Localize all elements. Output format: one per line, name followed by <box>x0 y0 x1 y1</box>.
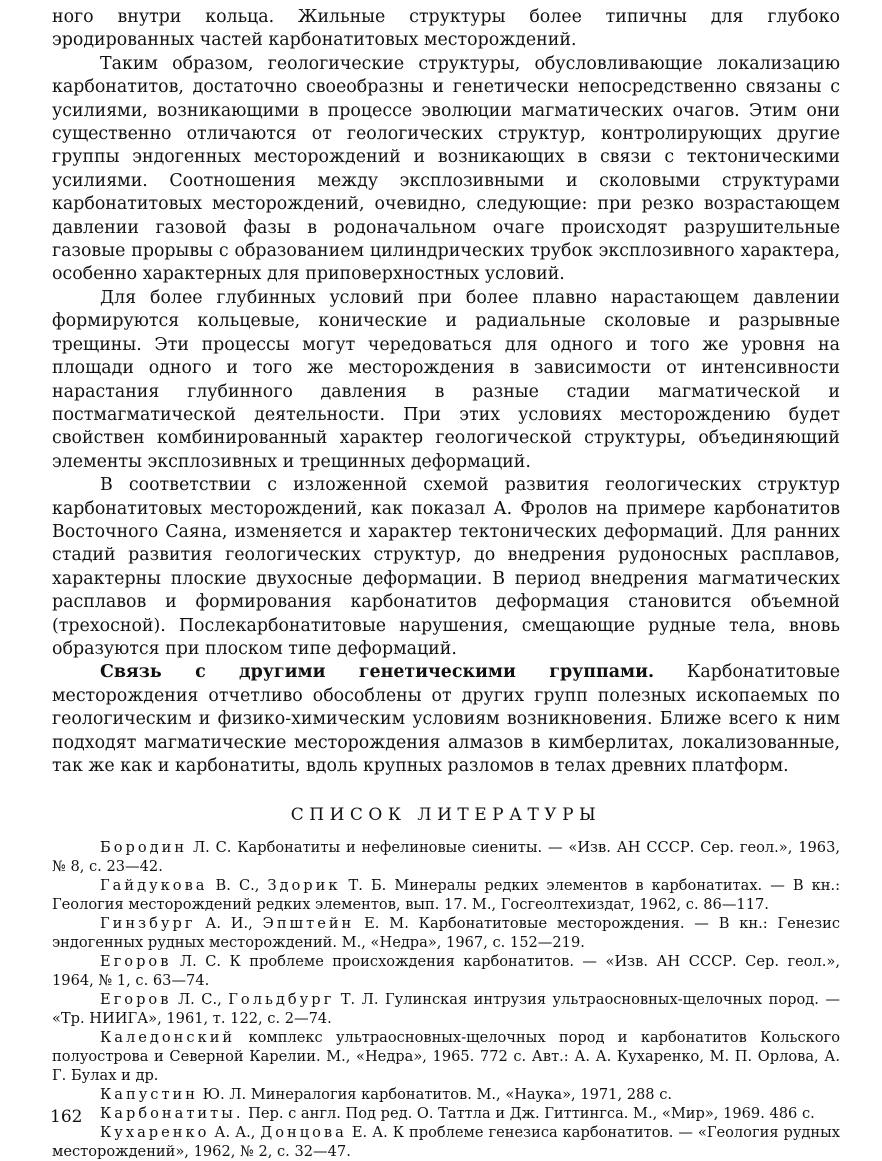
reference-author: Егоров <box>100 991 172 1009</box>
reference-text: комплекс ультраосновных-щелочных пород и карбонатитов Кольского полуострова и Северной Карелии. М., «Недра», 1965. 772 с. Авт.: А. А. Кухаренко, М. П. Орлова, А. Г. Булах и др. <box>52 1029 840 1085</box>
reference-item <box>52 952 840 990</box>
reference-item <box>52 1104 840 1123</box>
reference-text: Л. С., <box>177 991 222 1009</box>
reference-item <box>52 838 840 876</box>
reference-text: В. С., <box>215 877 260 895</box>
reference-item <box>52 876 840 914</box>
reference-text: Ю. Л. Минералогия карбонатитов. М., «Наука», 1971, 288 с. <box>202 1086 673 1104</box>
paragraph-heading: Связь с другими генетическими группами. <box>100 662 655 683</box>
reference-item <box>52 1085 840 1104</box>
reference-author: Гайдукова <box>100 877 208 895</box>
reference-author: Гольдбург <box>228 991 335 1009</box>
references-title: СПИСОК ЛИТЕРАТУРЫ <box>290 805 602 826</box>
reference-item <box>52 1028 840 1085</box>
paragraph-continued: ного внутри кольца. Жильные структуры более типичны для глубоко эродированных частей карбонатитовых месторождений. <box>52 7 840 51</box>
reference-text: А. А., <box>214 1124 256 1142</box>
reference-text: Т. Л. Гулинская интрузия ультраосновных-щелочных пород. — «Тр. НИИГА», 1961, т. 122, с. 2—74. <box>52 991 841 1028</box>
reference-author: Бородин <box>100 839 188 857</box>
paragraph-deformations: В соответствии с изложенной схемой развития геологических структур карбонатитовых месторождений, как показал А. Фролов на примере карбонатитов Восточного Саяна, изменяется и характер тектонических деформаций. Для ранних стадий развития геологических структур, до внедрения рудоносных расплавов, характерны плоские двухосные деформации. В период внедрения магматических расплавов и формирования карбонатитов деформация становится объемной (трехосной). Послекарбонатитовые нарушения, смещающие рудные тела, вновь образуются при плоском типе деформаций. <box>52 475 840 659</box>
reference-text: Л. С. К проблеме происхождения карбонатитов. — «Изв. АН СССР. Сер. геол.», 1964, № 1, с. 63—74. <box>52 953 840 990</box>
reference-item <box>52 914 840 952</box>
paragraph-deep-conditions: Для более глубинных условий при более плавно нарастающем давлении формируются кольцевые, конические и радиальные сколовые и разрывные трещины. Эти процессы могут чередоваться для одного и того же уровня на площади одного и того же месторождения в зависимости от интенсивности нарастания глубинного давления в разные стадии магматической и постмагматической деятельности. При этих условиях месторождению будет свойствен комбинированный характер геологической структуры, объединяющий элементы эксплозивных и трещинных деформаций. <box>52 287 840 472</box>
page-content <box>52 6 840 1161</box>
reference-text: А. И., <box>205 915 253 933</box>
reference-author: Донцова <box>260 1124 347 1142</box>
reference-author: Здорик <box>267 877 341 895</box>
reference-author: Капустин <box>100 1086 199 1104</box>
reference-text: Е. А. К проблеме генезиса карбонатитов. — «Геология рудных месторождений», 1962, № 2, с. 32—47. <box>52 1124 840 1161</box>
reference-author: Егоров <box>100 953 172 971</box>
paragraph-genetic-groups <box>52 661 840 778</box>
reference-item <box>52 1123 840 1161</box>
reference-item <box>52 990 840 1028</box>
reference-author: Эпштейн <box>262 915 355 933</box>
reference-text: Пер. с англ. Под ред. О. Таттла и Дж. Гиттингса. М., «Мир», 1969. 486 с. <box>248 1105 815 1123</box>
reference-author: Кухаренко <box>100 1124 210 1142</box>
paragraph-text: Карбонатитовые месторождения отчетливо обособлены от других групп полезных ископаемых по геологическим и физико-химическим условиям возникновения. Ближе всего к ним подходят магматические месторождения алмазов в кимберлитах, локализованные, так же как и карбонатиты, вдоль крупных разломов в телах древних платформ. <box>52 662 840 776</box>
reference-text: Е. М. Карбонатитовые месторождения. — В кн.: Генезис эндогенных рудных месторождений. М., «Недра», 1967, с. 152—219. <box>52 915 841 952</box>
reference-text: Т. Б. Минералы редких элементов в карбонатитах. — В кн.: Геология месторождений редких элементов, вып. 17. М., Госгеолтехиздат, 1962, с. 86—117. <box>52 877 841 914</box>
page-number: 162 <box>50 1107 83 1127</box>
reference-text: Л. С. Карбонатиты и нефелиновые сиениты. — «Изв. АН СССР. Сер. геол.», 1963, № 8, с. 23—42. <box>52 839 840 876</box>
reference-author: Гинзбург <box>100 915 196 933</box>
paragraph-structures: Таким образом, геологические структуры, обусловливающие локализацию карбонатитов, достаточно своеобразны и генетически непосредственно связаны с усилиями, возникающими в процессе эволюции магматических очагов. Этим они существенно отличаются от геологических структур, контролирующих другие группы эндогенных месторождений и возникающих в связи с тектоническими усилиями. Соотношения между эксплозивными и сколовыми структурами карбонатитовых месторождений, очевидно, следующие: при резко возрастающем давлении газовой фазы в родоначальном очаге происходят разрушительные газовые прорывы с образованием цилиндрических трубок эксплозивного характера, особенно характерных для приповерхностных условий. <box>52 53 840 285</box>
reference-author: Каледонский <box>100 1029 236 1047</box>
reference-author: Карбонатиты. <box>100 1105 244 1123</box>
references-list <box>52 838 840 1161</box>
